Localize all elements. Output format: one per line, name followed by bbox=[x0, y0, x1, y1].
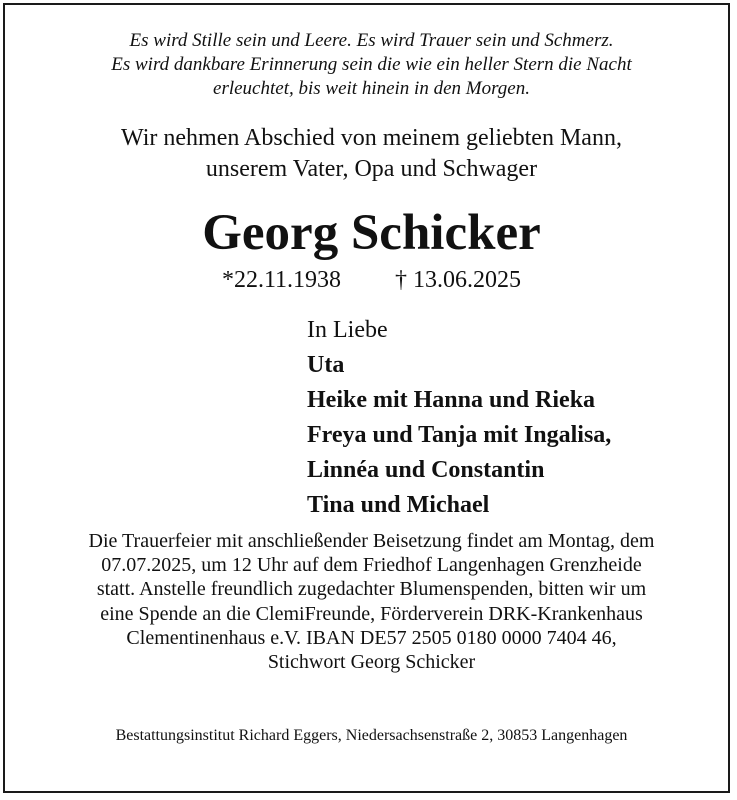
notice-line: statt. Anstelle freundlich zugedachter Blumenspenden, bitten wir um bbox=[96, 578, 647, 601]
notice-line: eine Spende an die ClemiFreunde, Förderverein DRK-Krankenhaus bbox=[100, 602, 643, 625]
mourner-name: Heike mit Hanna und Rieka bbox=[307, 387, 596, 413]
mourner-name: Freya und Tanja mit Ingalisa, bbox=[307, 422, 612, 448]
obituary-frame bbox=[3, 3, 730, 793]
funeral-notice bbox=[5, 529, 737, 674]
in-love-label: In Liebe bbox=[307, 317, 388, 343]
farewell-intro bbox=[5, 123, 737, 185]
intro-line: unserem Vater, Opa und Schwager bbox=[205, 156, 538, 182]
intro-line: Wir nehmen Abschied von meinem geliebten Mann, bbox=[121, 125, 622, 151]
motto-line: Es wird dankbare Erinnerung sein die wie ein heller Stern die Nacht bbox=[111, 54, 632, 75]
mourner-name: Uta bbox=[307, 352, 345, 378]
notice-line: Die Trauerfeier mit anschließender Beisetzung findet am Montag, dem bbox=[88, 530, 655, 552]
mourner-name: Linnéa und Constantin bbox=[307, 457, 545, 483]
death-date: † 13.06.2025 bbox=[395, 267, 522, 293]
life-dates bbox=[5, 265, 737, 295]
notice-line: Clementinenhaus e.V. IBAN DE57 2505 0180 0000 7404 46, bbox=[126, 626, 617, 649]
motto-line: Es wird Stille sein und Leere. Es wird Trauer sein und Schmerz. bbox=[129, 30, 614, 51]
funeral-home: Bestattungsinstitut Richard Eggers, Niedersachsenstraße 2, 30853 Langenhagen bbox=[115, 727, 628, 744]
deceased-name: Georg Schicker bbox=[202, 205, 541, 261]
motto-poem bbox=[5, 29, 737, 101]
mourners-list bbox=[307, 313, 611, 523]
birth-date: *22.11.1938 bbox=[221, 267, 342, 293]
mourner-name: Tina und Michael bbox=[307, 492, 490, 518]
motto-line: erleuchtet, bis weit hinein in den Morgen. bbox=[213, 78, 530, 99]
notice-line: 07.07.2025, um 12 Uhr auf dem Friedhof Langenhagen Grenzheide bbox=[101, 554, 642, 577]
notice-line: Stichwort Georg Schicker bbox=[267, 651, 476, 674]
